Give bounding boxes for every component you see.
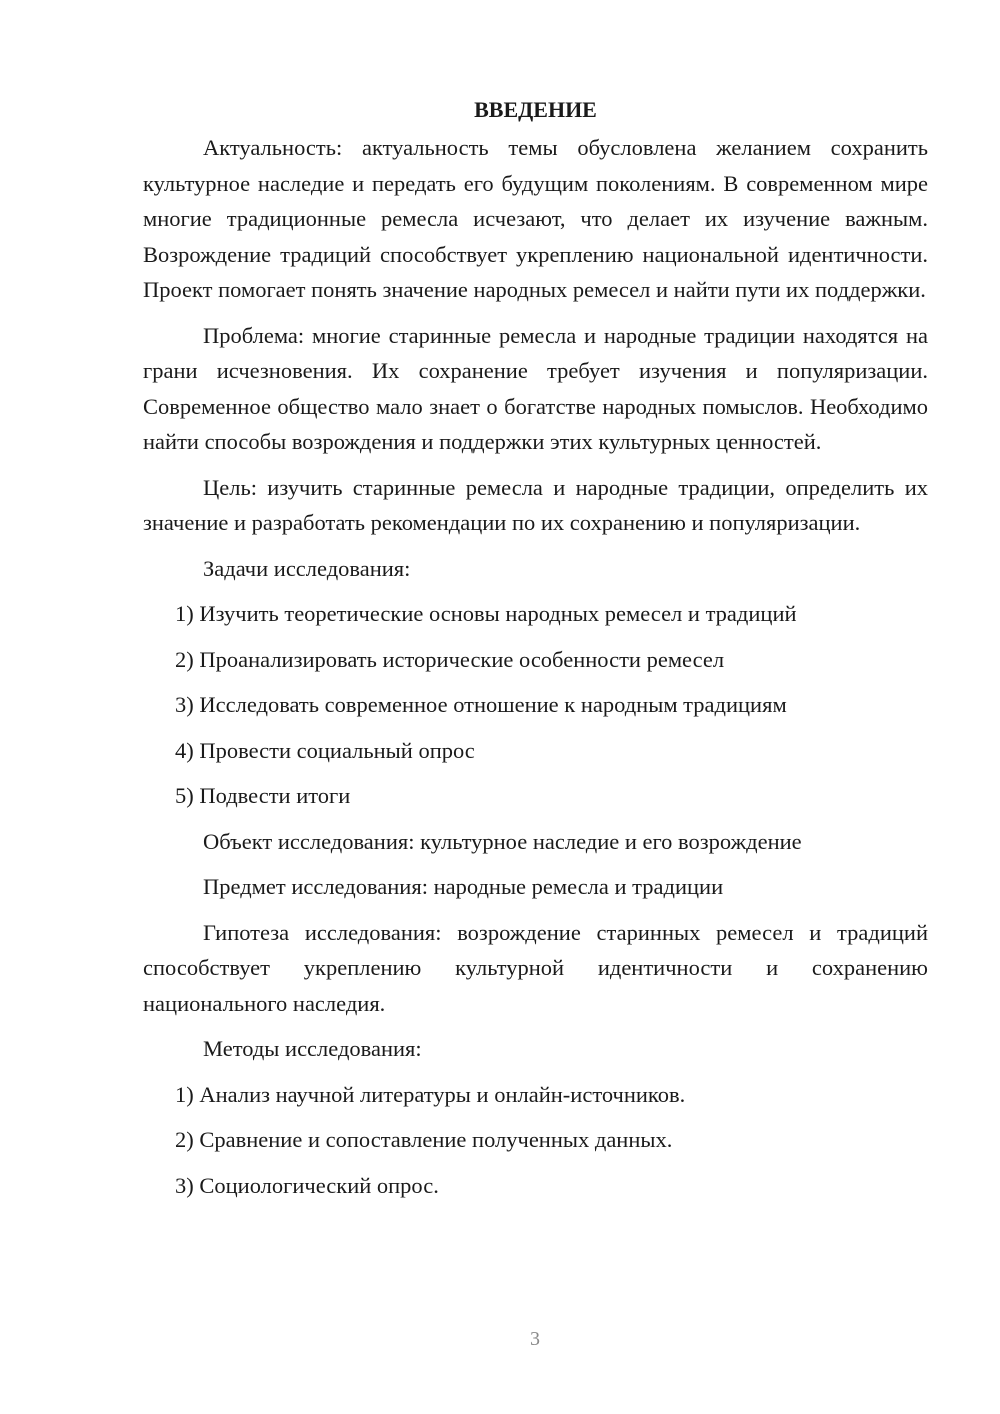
tasks-list <box>143 596 928 814</box>
document-title: ВВЕДЕНИЕ <box>474 97 597 122</box>
problem-paragraph: Проблема: многие старинные ремесла и народные традиции находятся на грани исчезновения. Их сохранение требует изучения и популяризации. Современное общество мало знает о богатстве народных помыслов. Необходимо найти способы возрождения и поддержки этих культурных ценностей. <box>143 322 928 454</box>
goal-paragraph: Цель: изучить старинные ремесла и народные традиции, определить их значение и разработать рекомендации по их сохранению и популяризации. <box>143 474 928 535</box>
list-item: 3) Социологический опрос. <box>175 1172 439 1198</box>
research-subject: Предмет исследования: народные ремесла и традиции <box>203 874 724 899</box>
document-page <box>143 92 928 1213</box>
relevance-paragraph: Актуальность: актуальность темы обусловлена желанием сохранить культурное наследие и передать его будущим поколениям. В современном мире многие традиционные ремесла исчезают, что делает их изучение важным. Возрождение традиций способствует укреплению национальной идентичности. Проект помогает понять значение народных ремесел и найти пути их поддержки. <box>143 135 928 302</box>
list-item: 1) Анализ научной литературы и онлайн-источников. <box>175 1081 686 1107</box>
tasks-heading: Задачи исследования: <box>203 555 411 581</box>
list-item: 5) Подвести итоги <box>175 783 351 808</box>
list-item: 1) Изучить теоретические основы народных ремесел и традиций <box>175 601 797 626</box>
methods-heading: Методы исследования: <box>203 1036 422 1061</box>
list-item: 2) Проанализировать исторические особенности ремесел <box>175 646 725 672</box>
list-item: 3) Исследовать современное отношение к народным традициям <box>175 692 787 717</box>
page-number: 3 <box>530 1328 540 1350</box>
list-item: 4) Провести социальный опрос <box>175 737 475 763</box>
list-item: 2) Сравнение и сопоставление полученных данных. <box>175 1127 673 1152</box>
research-object: Объект исследования: культурное наследие и его возрождение <box>203 828 802 854</box>
hypothesis-paragraph: Гипотеза исследования: возрождение старинных ремесел и традиций способствует укреплению культурной идентичности и сохранению национального наследия. <box>143 919 928 1016</box>
methods-list <box>143 1077 928 1204</box>
